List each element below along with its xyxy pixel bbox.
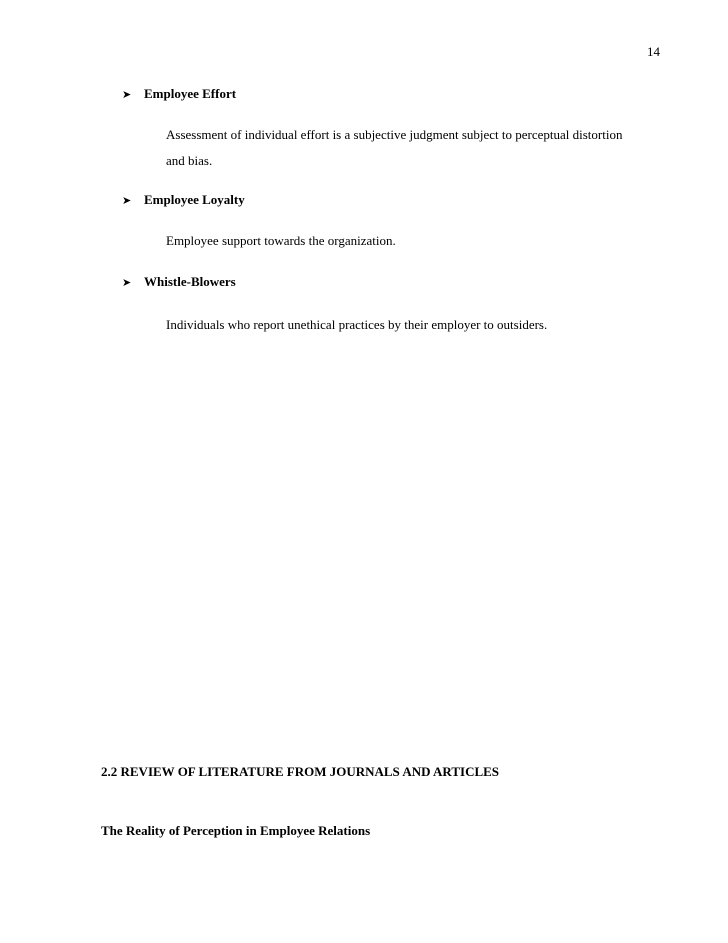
page-number: 14 xyxy=(647,44,660,59)
term-employee-effort xyxy=(122,86,236,102)
term-description: Individuals who report unethical practices by their employer to outsiders. xyxy=(166,317,548,332)
arrow-bullet-icon: ➤ xyxy=(122,276,132,289)
term-description: Employee support towards the organization. xyxy=(166,233,396,248)
arrow-bullet-icon: ➤ xyxy=(122,194,132,207)
section-subheading: The Reality of Perception in Employee Relations xyxy=(101,823,371,838)
term-whistle-blowers xyxy=(122,274,236,290)
term-description: Assessment of individual effort is a subjective judgment subject to perceptual distortion and bias. xyxy=(166,127,623,168)
term-title: Whistle-Blowers xyxy=(144,274,236,289)
arrow-bullet-icon: ➤ xyxy=(122,88,132,101)
section-heading: 2.2 REVIEW OF LITERATURE FROM JOURNALS AND ARTICLES xyxy=(101,764,500,779)
term-title: Employee Effort xyxy=(144,86,237,101)
term-title: Employee Loyalty xyxy=(144,192,245,207)
term-employee-loyalty xyxy=(122,192,245,208)
